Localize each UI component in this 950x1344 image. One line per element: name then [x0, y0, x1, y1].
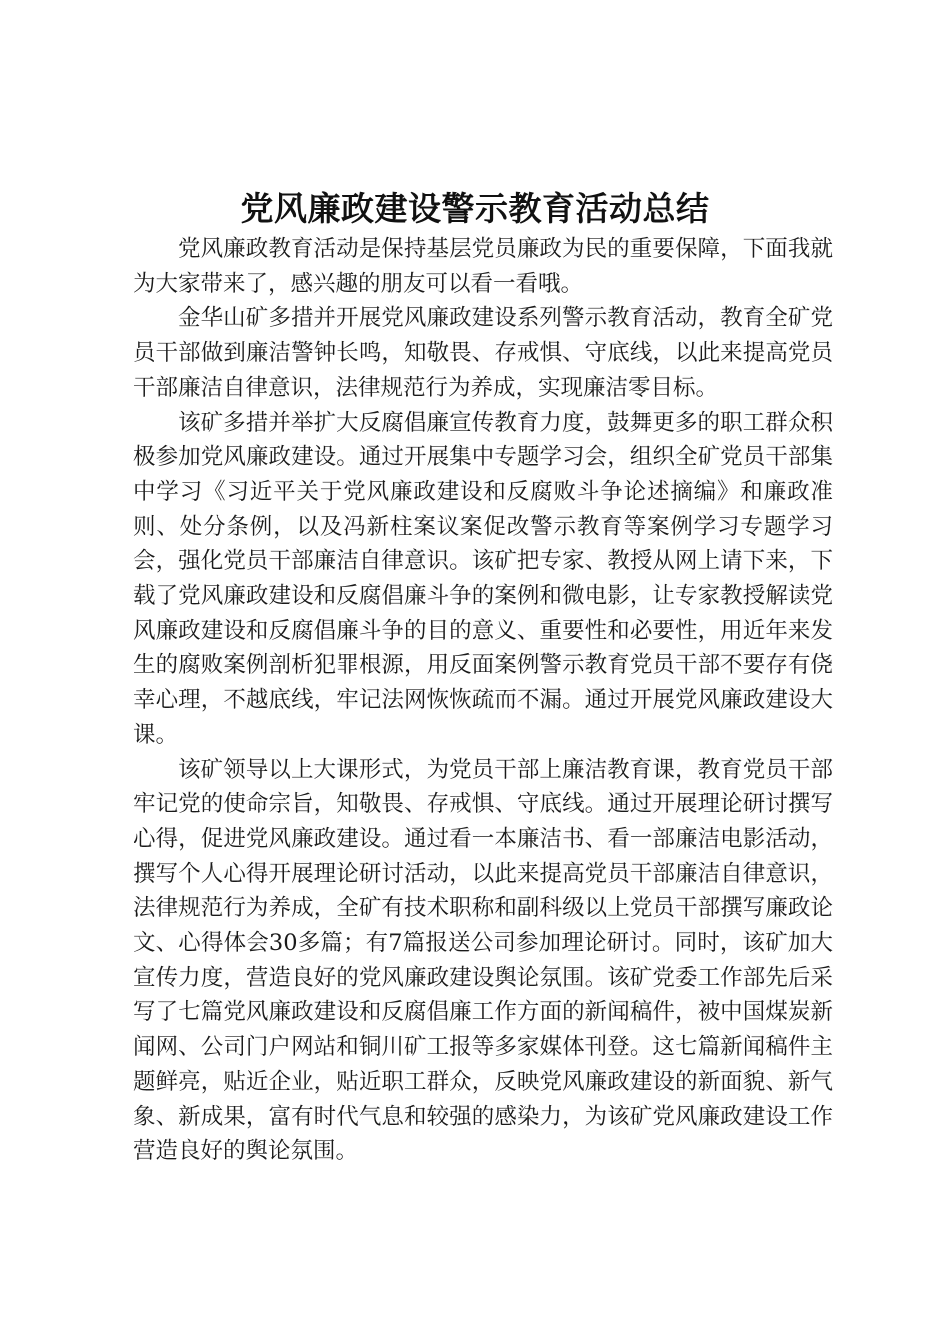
paragraph-overview: 金华山矿多措并开展党风廉政建设系列警示教育活动，教育全矿党员干部做到廉洁警钟长鸣，知敬畏、存戒惧、守底线，以此来提高党员干部廉洁自律意识，法律规范行为养成，实现廉洁零目标。	[133, 305, 833, 401]
document-title: 党风廉政建设警示教育活动总结	[240, 189, 710, 228]
document-body	[133, 232, 833, 1169]
paragraph-intro: 党风廉政教育活动是保持基层党员廉政为民的重要保障，下面我就为大家带来了，感兴趣的朋友可以看一看哦。	[133, 236, 833, 297]
paragraph-lectures: 该矿领导以上大课形式，为党员干部上廉洁教育课，教育党员干部牢记党的使命宗旨，知敬畏、存戒惧、守底线。通过开展理论研讨撰写心得，促进党风廉政建设。通过看一本廉洁书、看一部廉洁电影活动，撰写个人心得开展理论研讨活动，以此来提高党员干部廉洁自律意识，法律规范行为养成，全矿有技术职称和副科级以上党员干部撰写廉政论文、心得体会30多篇；有7篇报送公司参加理论研讨。同时，该矿加大宣传力度，营造良好的党风廉政建设舆论氛围。该矿党委工作部先后采写了七篇党风廉政建设和反腐倡廉工作方面的新闻稿件，被中国煤炭新闻网、公司门户网站和铜川矿工报等多家媒体刊登。这七篇新闻稿件主题鲜亮，贴近企业，贴近职工群众，反映党风廉政建设的新面貌、新气象、新成果，富有时代气息和较强的感染力，为该矿党风廉政建设工作营造良好的舆论氛围。	[133, 756, 833, 1165]
paragraph-propaganda: 该矿多措并举扩大反腐倡廉宣传教育力度，鼓舞更多的职工群众积极参加党风廉政建设。通过开展集中专题学习会，组织全矿党员干部集中学习《习近平关于党风廉政建设和反腐败斗争论述摘编》和廉政准则、处分条例，以及冯新柱案议案促改警示教育等案例学习专题学习会，强化党员干部廉洁自律意识。该矿把专家、教授从网上请下来，下载了党风廉政建设和反腐倡廉斗争的案例和微电影，让专家教授解读党风廉政建设和反腐倡廉斗争的目的意义、重要性和必要性，用近年来发生的腐败案例剖析犯罪根源，用反面案例警示教育党员干部不要存有侥幸心理，不越底线，牢记法网恢恢疏而不漏。通过开展党风廉政建设大课。	[133, 409, 833, 748]
